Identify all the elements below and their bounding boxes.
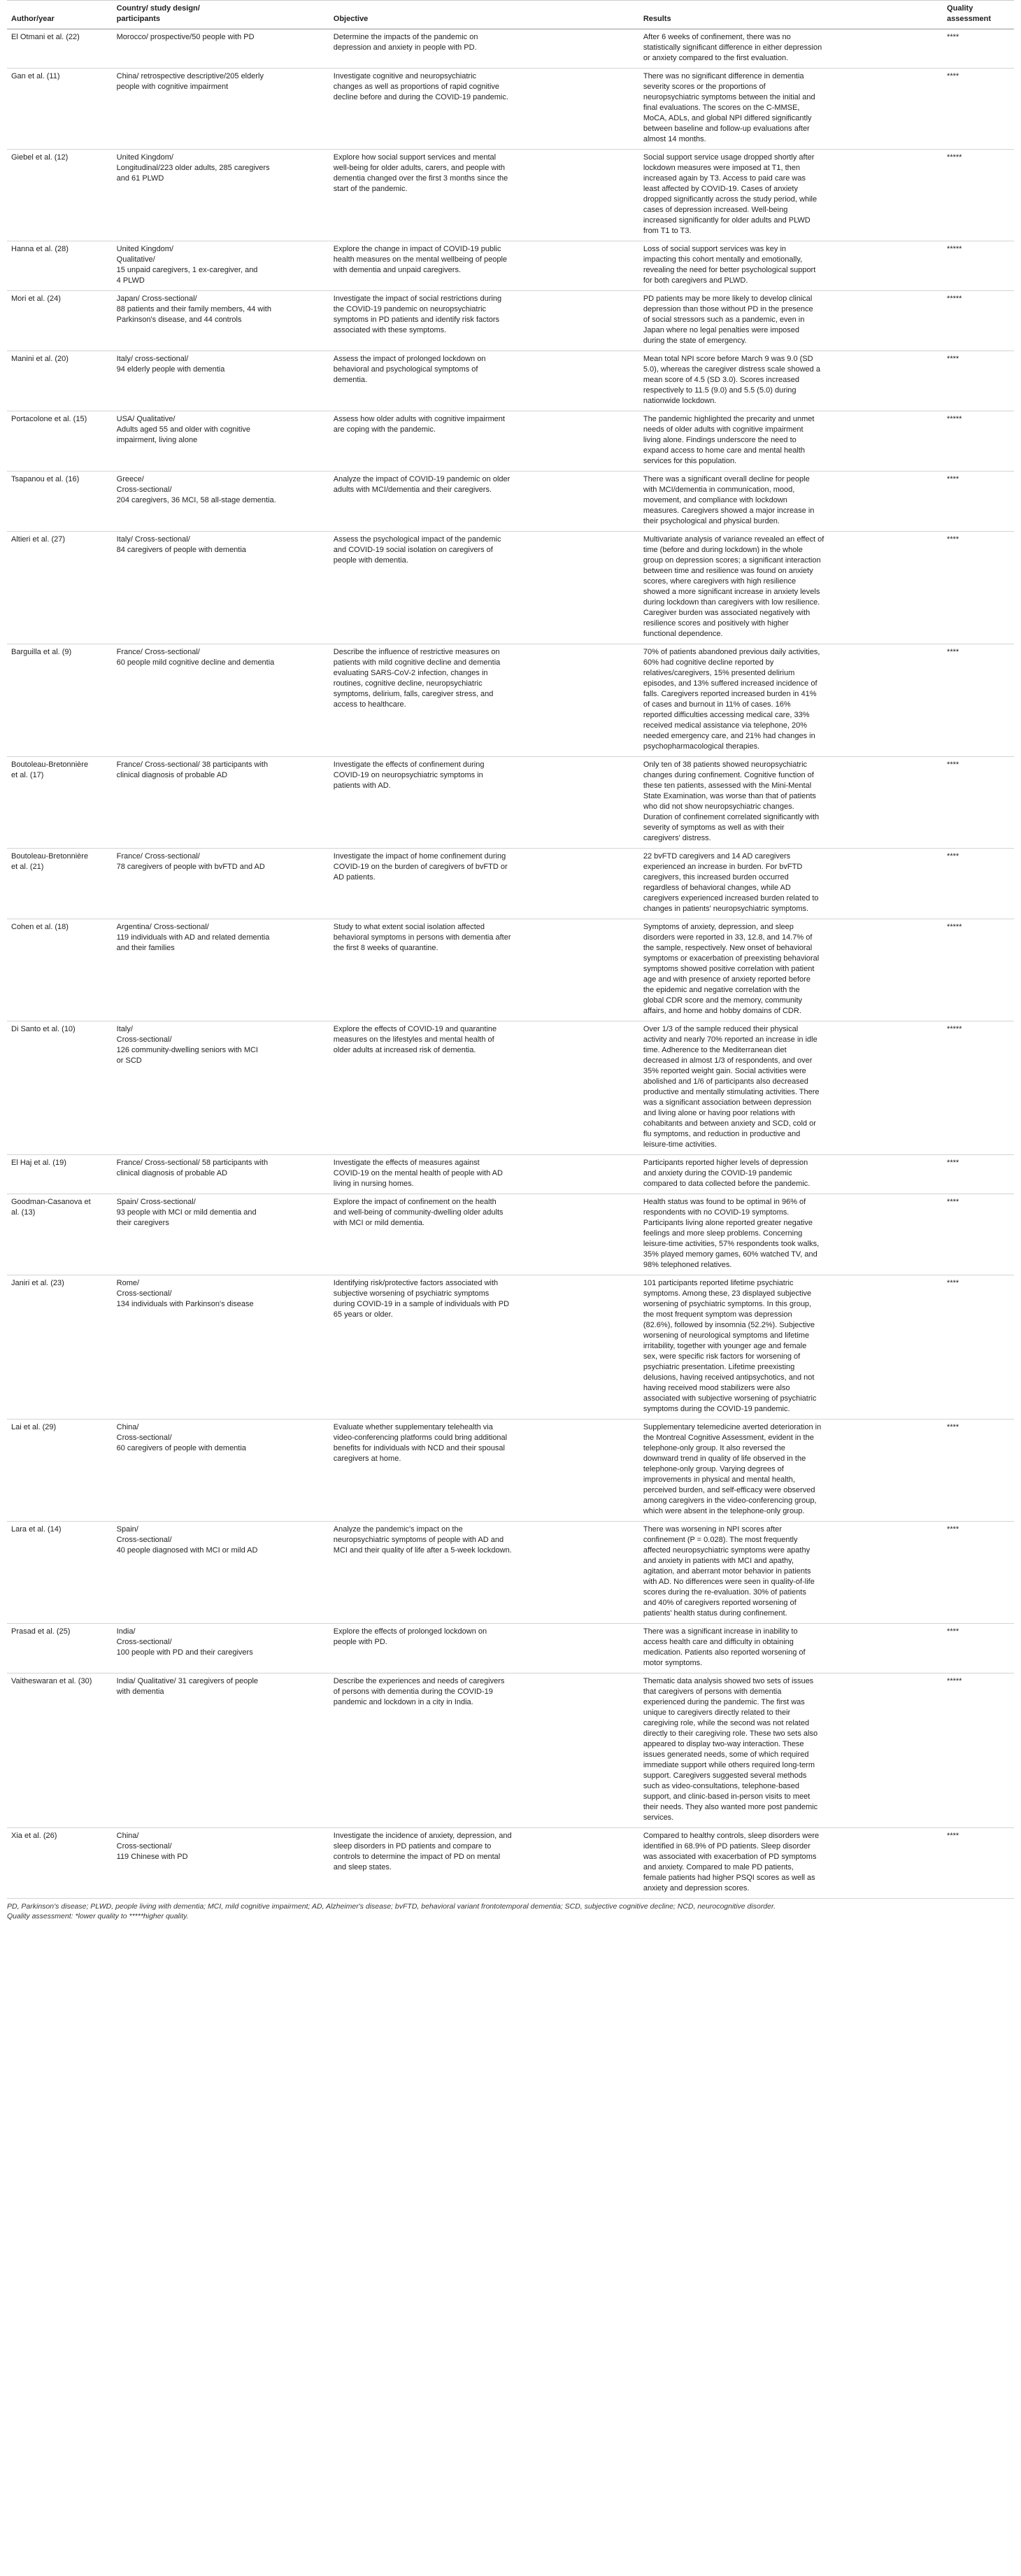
results-cell: Social support service usage dropped shortly after lockdown measures were imposed at T1, then increased again by T3. Access to paid care was least affected by COVID-19. Cases of anxiety dropped significantly across the study period, while cases of depression increased. Well-being increased significantly for older adults and PLWD from T1 to T3. [639,150,943,241]
author-cell: Janiri et al. (23) [7,1275,113,1420]
objective-cell: Investigate the incidence of anxiety, depression, and sleep disorders in PD patients and compare to controls to determine the impact of PD on mental and sleep states. [329,1828,639,1899]
results-cell: PD patients may be more likely to develop clinical depression than those without PD in the presence of social stressors such as a pandemic, even in Japan where no legal penalties were imposed during the state of emergency. [639,291,943,351]
table-row [7,919,1014,1021]
table-row [7,29,1014,69]
design-cell: Morocco/ prospective/50 people with PD [113,29,329,69]
author-cell: El Otmani et al. (22) [7,29,113,69]
header-row [7,1,1014,29]
table-footnote: PD, Parkinson's disease; PLWD, people living with dementia; MCI, mild cognitive impairment; AD, Alzheimer's disease; bvFTD, behavioral variant frontotemporal dementia; SCD, subjective cognitive decline; NCD, neurocognitive disorder. Quality assessment: *lower quality to *****higher quality. [7,1902,776,1920]
quality-cell: **** [943,1420,1014,1522]
design-cell: Italy/ Cross-sectional/ 126 community-dwelling seniors with MCI or SCD [113,1021,329,1155]
quality-cell: ***** [943,1021,1014,1155]
objective-cell: Investigate the impact of home confinement during COVID-19 on the burden of caregivers of bvFTD or AD patients. [329,849,639,919]
author-cell: Prasad et al. (25) [7,1624,113,1673]
objective-cell: Assess how older adults with cognitive impairment are coping with the pandemic. [329,411,639,472]
quality-cell: **** [943,29,1014,69]
table-row [7,1155,1014,1194]
author-cell: Boutoleau-Bretonnière et al. (21) [7,849,113,919]
quality-cell: **** [943,1828,1014,1899]
design-cell: Argentina/ Cross-sectional/ 119 individuals with AD and related dementia and their families [113,919,329,1021]
table-row [7,1194,1014,1275]
quality-cell: **** [943,532,1014,644]
results-cell: Loss of social support services was key in impacting this cohort mentally and emotionally, revealing the need for better psychological support for both caregivers and PLWD. [639,241,943,291]
design-cell: France/ Cross-sectional/ 38 participants with clinical diagnosis of probable AD [113,757,329,849]
quality-cell: ***** [943,150,1014,241]
header-author: Author/year [7,1,113,29]
design-cell: Spain/ Cross-sectional/ 40 people diagnosed with MCI or mild AD [113,1522,329,1624]
author-cell: El Haj et al. (19) [7,1155,113,1194]
design-cell: India/ Cross-sectional/ 100 people with PD and their caregivers [113,1624,329,1673]
design-cell: France/ Cross-sectional/ 78 caregivers of people with bvFTD and AD [113,849,329,919]
quality-cell: ***** [943,919,1014,1021]
design-cell: Italy/ Cross-sectional/ 84 caregivers of people with dementia [113,532,329,644]
table-row [7,757,1014,849]
quality-cell: **** [943,644,1014,757]
results-cell: Health status was found to be optimal in 96% of respondents with no COVID-19 symptoms. Participants living alone reported greater negative feelings and more sleep problems. Concerning leisure-time activities, 57% respondents took walks, 35% played memory games, 60% watched TV, and 98% telephoned relatives. [639,1194,943,1275]
design-cell: France/ Cross-sectional/ 58 participants with clinical diagnosis of probable AD [113,1155,329,1194]
author-cell: Manini et al. (20) [7,351,113,411]
objective-cell: Investigate the effects of measures against COVID-19 on the mental health of people with AD living in nursing homes. [329,1155,639,1194]
design-cell: China/ Cross-sectional/ 60 caregivers of people with dementia [113,1420,329,1522]
quality-cell: **** [943,1194,1014,1275]
design-cell: Spain/ Cross-sectional/ 93 people with MCI or mild dementia and their caregivers [113,1194,329,1275]
design-cell: China/ retrospective descriptive/205 elderly people with cognitive impairment [113,69,329,150]
table-row [7,411,1014,472]
table-row [7,69,1014,150]
quality-cell: **** [943,757,1014,849]
results-cell: Supplementary telemedicine averted deterioration in the Montreal Cognitive Assessment, evident in the telephone-only group. It also reversed the downward trend in quality of life observed in the telephone-only group. Varying degrees of improvements in physical and mental health, perceived burden, and self-efficacy were observed among caregivers in the video-conferencing group, which were absent in the telephone-only group. [639,1420,943,1522]
author-cell: Di Santo et al. (10) [7,1021,113,1155]
results-cell: There was a significant increase in inability to access health care and difficulty in obtaining medication. Patients also reported worsening of motor symptoms. [639,1624,943,1673]
design-cell: China/ Cross-sectional/ 119 Chinese with PD [113,1828,329,1899]
quality-cell: ***** [943,291,1014,351]
objective-cell: Describe the experiences and needs of caregivers of persons with dementia during the COVID-19 pandemic and lockdown in a city in India. [329,1673,639,1828]
table-row [7,1275,1014,1420]
table-row [7,1420,1014,1522]
table-row [7,1522,1014,1624]
quality-cell: **** [943,1275,1014,1420]
design-cell: France/ Cross-sectional/ 60 people mild cognitive decline and dementia [113,644,329,757]
quality-cell: ***** [943,1673,1014,1828]
results-cell: After 6 weeks of confinement, there was no statistically significant difference in either depression or anxiety compared to the first evaluation. [639,29,943,69]
author-cell: Boutoleau-Bretonnière et al. (17) [7,757,113,849]
author-cell: Barguilla et al. (9) [7,644,113,757]
quality-cell: **** [943,1522,1014,1624]
table-row [7,1673,1014,1828]
results-cell: Only ten of 38 patients showed neuropsychiatric changes during confinement. Cognitive function of these ten patients, assessed with the Mini-Mental State Examination, was worse than that of patients who did not show neuropsychiatric changes. Duration of confinement correlated significantly with severity of symptoms as well as with their caregivers' distress. [639,757,943,849]
header-results: Results [639,1,943,29]
author-cell: Mori et al. (24) [7,291,113,351]
studies-table [7,0,1014,1899]
objective-cell: Investigate cognitive and neuropsychiatric changes as well as proportions of rapid cognitive decline before and during the COVID-19 pandemic. [329,69,639,150]
objective-cell: Evaluate whether supplementary telehealth via video-conferencing platforms could bring additional benefits for individuals with NCD and their spousal caregivers at home. [329,1420,639,1522]
quality-cell: **** [943,472,1014,532]
header-quality: Quality assessment [943,1,1014,29]
table-body [7,29,1014,1899]
results-cell: 22 bvFTD caregivers and 14 AD caregivers experienced an increase in burden. For bvFTD caregivers, this increased burden occurred regardless of behavioral changes, while AD caregivers experienced increased burden related to changes in patients' neuropsychiatric symptoms. [639,849,943,919]
quality-cell: ***** [943,411,1014,472]
objective-cell: Identifying risk/protective factors associated with subjective worsening of psychiatric symptoms during COVID-19 in a sample of individuals with PD 65 years or older. [329,1275,639,1420]
objective-cell: Assess the impact of prolonged lockdown on behavioral and psychological symptoms of dementia. [329,351,639,411]
table-row [7,472,1014,532]
design-cell: India/ Qualitative/ 31 caregivers of people with dementia [113,1673,329,1828]
author-cell: Tsapanou et al. (16) [7,472,113,532]
quality-cell: **** [943,849,1014,919]
results-cell: Compared to healthy controls, sleep disorders were identified in 68.9% of PD patients. Sleep disorder was associated with exacerbation of PD symptoms and anxiety. Compared to male PD patients, female patients had higher PSQI scores as well as anxiety and depression scores. [639,1828,943,1899]
table-row [7,849,1014,919]
objective-cell: Explore the impact of confinement on the health and well-being of community-dwelling older adults with MCI or mild dementia. [329,1194,639,1275]
design-cell: United Kingdom/ Qualitative/ 15 unpaid caregivers, 1 ex-caregiver, and 4 PLWD [113,241,329,291]
objective-cell: Study to what extent social isolation affected behavioral symptoms in persons with dementia after the first 8 weeks of quarantine. [329,919,639,1021]
author-cell: Lai et al. (29) [7,1420,113,1522]
table-row [7,1624,1014,1673]
results-cell: Thematic data analysis showed two sets of issues that caregivers of persons with dementia experienced during the pandemic. The first was unique to caregivers directly related to their caregiving role, while the second was not related directly to their caregiving role. These two sets also appeared to display two-way interaction. These issues generated needs, some of which required immediate support while others required long-term support. Caregivers suggested several methods such as video-consultations, telephone-based support, and clinic-based in-person visits to meet their needs. They also wanted more post pandemic services. [639,1673,943,1828]
objective-cell: Investigate the effects of confinement during COVID-19 on neuropsychiatric symptoms in patients with AD. [329,757,639,849]
quality-cell: **** [943,351,1014,411]
results-cell: The pandemic highlighted the precarity and unmet needs of older adults with cognitive impairment living alone. Findings underscore the need to expand access to home care and mental health services for this population. [639,411,943,472]
table-row [7,241,1014,291]
objective-cell: Explore the effects of COVID-19 and quarantine measures on the lifestyles and mental health of older adults at increased risk of dementia. [329,1021,639,1155]
objective-cell: Explore the change in impact of COVID-19 public health measures on the mental wellbeing of people with dementia and unpaid caregivers. [329,241,639,291]
author-cell: Altieri et al. (27) [7,532,113,644]
quality-cell: **** [943,69,1014,150]
author-cell: Gan et al. (11) [7,69,113,150]
author-cell: Goodman-Casanova et al. (13) [7,1194,113,1275]
quality-cell: **** [943,1624,1014,1673]
results-cell: Symptoms of anxiety, depression, and sleep disorders were reported in 33, 12.8, and 14.7% of the sample, respectively. New onset of behavioral symptoms or exacerbation of preexisting behavioral symptoms showed positive correlation with patient age and with presence of anxiety reported before the epidemic and negative correlation with the global CDR score and the memory, community affairs, and home and hobby domains of CDR. [639,919,943,1021]
objective-cell: Explore the effects of prolonged lockdown on people with PD. [329,1624,639,1673]
results-cell: Mean total NPI score before March 9 was 9.0 (SD 5.0), whereas the caregiver distress scale showed a mean score of 4.5 (SD 3.0). Scores increased respectively to 11.5 (9.0) and 5.5 (5.0) during nationwide lockdown. [639,351,943,411]
results-cell: There was a significant overall decline for people with MCI/dementia in communication, mood, movement, and compliance with lockdown measures. Caregivers showed a major increase in their psychological and physical burden. [639,472,943,532]
quality-cell: **** [943,1155,1014,1194]
results-cell: 101 participants reported lifetime psychiatric symptoms. Among these, 23 displayed subjective worsening of psychiatric symptoms. In this group, the most frequent symptom was depression (82.6%), followed by insomnia (52.2%). Subjective worsening of neurological symptoms and lifetime irritability, together with younger age and female sex, were specific risk factors for worsening of psychiatric presentation. Lifetime preexisting delusions, having received antipsychotics, and not having received mood stabilizers were also associated with subjective worsening of psychiatric symptoms during the COVID-19 pandemic. [639,1275,943,1420]
design-cell: Italy/ cross-sectional/ 94 elderly people with dementia [113,351,329,411]
objective-cell: Analyze the pandemic's impact on the neuropsychiatric symptoms of people with AD and MCI and their quality of life after a 5-week lockdown. [329,1522,639,1624]
design-cell: Greece/ Cross-sectional/ 204 caregivers, 36 MCI, 58 all-stage dementia. [113,472,329,532]
design-cell: United Kingdom/ Longitudinal/223 older adults, 285 caregivers and 61 PLWD [113,150,329,241]
results-cell: There was no significant difference in dementia severity scores or the proportions of neuropsychiatric symptoms between the initial and final evaluations. The scores on the C-MMSE, MoCA, ADLs, and global NPI differed significantly between baseline and follow-up evaluations after almost 14 months. [639,69,943,150]
objective-cell: Assess the psychological impact of the pandemic and COVID-19 social isolation on caregivers of people with dementia. [329,532,639,644]
author-cell: Xia et al. (26) [7,1828,113,1899]
author-cell: Giebel et al. (12) [7,150,113,241]
author-cell: Lara et al. (14) [7,1522,113,1624]
header-objective: Objective [329,1,639,29]
design-cell: USA/ Qualitative/ Adults aged 55 and older with cognitive impairment, living alone [113,411,329,472]
table-row [7,351,1014,411]
header-design: Country/ study design/ participants [113,1,329,29]
table-row [7,1021,1014,1155]
objective-cell: Analyze the impact of COVID-19 pandemic on older adults with MCI/dementia and their caregivers. [329,472,639,532]
author-cell: Cohen et al. (18) [7,919,113,1021]
author-cell: Portacolone et al. (15) [7,411,113,472]
design-cell: Rome/ Cross-sectional/ 134 individuals with Parkinson's disease [113,1275,329,1420]
objective-cell: Determine the impacts of the pandemic on depression and anxiety in people with PD. [329,29,639,69]
design-cell: Japan/ Cross-sectional/ 88 patients and their family members, 44 with Parkinson's disease, and 44 controls [113,291,329,351]
results-cell: Over 1/3 of the sample reduced their physical activity and nearly 70% reported an increase in idle time. Adherence to the Mediterranean diet decreased in almost 1/3 of respondents, and over 35% reported weight gain. Social activities were abolished and 1/6 of participants also decreased productive and mentally stimulating activities. There was a significant association between depression and living alone or having poor relations with cohabitants and between anxiety and SCD, cold or flu symptoms, and reduction in productive and leisure-time activities. [639,1021,943,1155]
table-row [7,532,1014,644]
quality-cell: ***** [943,241,1014,291]
results-cell: There was worsening in NPI scores after confinement (P = 0.028). The most frequently affected neuropsychiatric symptoms were apathy and anxiety in patients with MCI and apathy, agitation, and aberrant motor behavior in patients with AD. No differences were seen in quality-of-life scores during the re-evaluation. 30% of patients and 40% of caregivers reported worsening of patients' health status during confinement. [639,1522,943,1624]
results-cell: Participants reported higher levels of depression and anxiety during the COVID-19 pandemic compared to data collected before the pandemic. [639,1155,943,1194]
results-cell: Multivariate analysis of variance revealed an effect of time (before and during lockdown) in the whole group on depression scores; a significant interaction between time and resilience was found on anxiety scores, where caregivers with high resilience showed a more significant increase in anxiety levels during lockdown than caregivers with low resilience. Caregiver burden was associated negatively with resilience scores and positively with higher functional dependence. [639,532,943,644]
author-cell: Vaitheswaran et al. (30) [7,1673,113,1828]
table-row [7,644,1014,757]
table-row [7,291,1014,351]
table-row [7,1828,1014,1899]
author-cell: Hanna et al. (28) [7,241,113,291]
table-row [7,150,1014,241]
results-cell: 70% of patients abandoned previous daily activities, 60% had cognitive decline reported by relatives/caregivers, 15% presented delirium episodes, and 13% suffered increased incidence of falls. Caregivers reported increased burden in 41% of cases and burnout in 11% of cases. 16% reported difficulties accessing medical care, 33% received medical assistance via telephone, 20% needed emergency care, and 21% had changes in psychopharmacological therapies. [639,644,943,757]
objective-cell: Explore how social support services and mental well-being for older adults, carers, and people with dementia changed over the first 3 months since the start of the pandemic. [329,150,639,241]
objective-cell: Investigate the impact of social restrictions during the COVID-19 pandemic on neuropsychiatric symptoms in PD patients and identify risk factors associated with these symptoms. [329,291,639,351]
objective-cell: Describe the influence of restrictive measures on patients with mild cognitive decline and dementia evaluating SARS-CoV-2 infection, changes in routines, cognitive decline, neuropsychiatric symptoms, delirium, falls, caregiver stress, and access to healthcare. [329,644,639,757]
